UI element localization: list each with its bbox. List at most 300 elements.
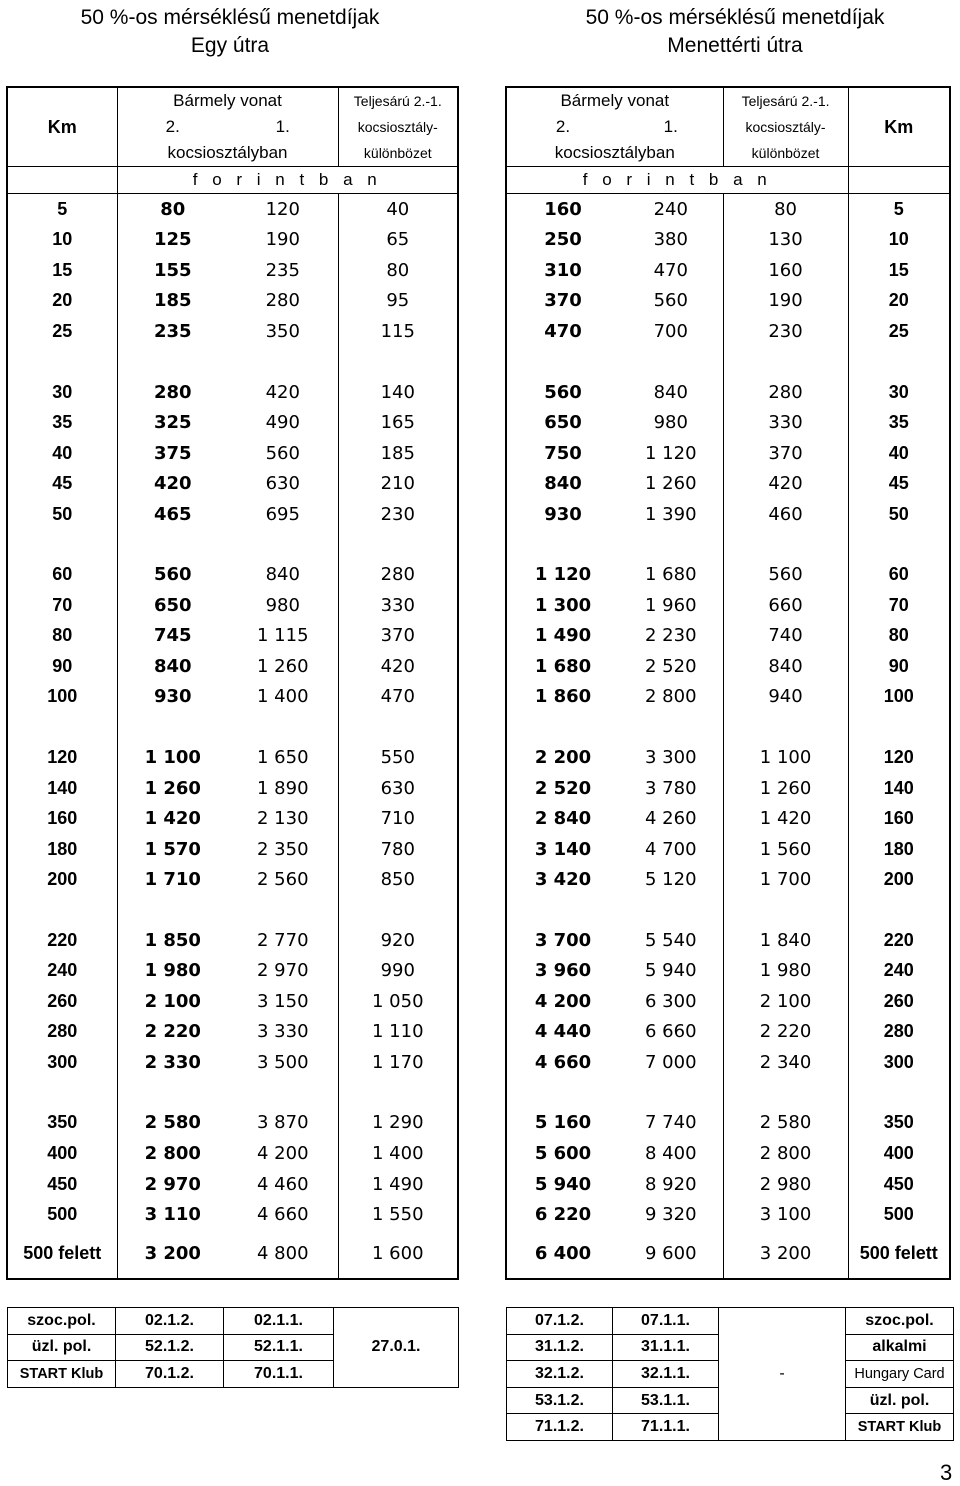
- class-diff-one-way: 550: [338, 742, 458, 773]
- km-left: 80: [7, 621, 117, 652]
- km-left: 350: [7, 1108, 117, 1139]
- fare-row: [0, 925, 960, 956]
- class-diff-one-way: 210: [338, 468, 458, 499]
- fare-row: [0, 682, 960, 713]
- any-class1-one-way: 980: [265, 594, 300, 616]
- in-class-header-left: kocsiosztályban: [117, 140, 338, 167]
- km-right: 260: [848, 986, 950, 1017]
- any-class2-return: 1 680: [506, 651, 619, 682]
- class-diff-return: 2 980: [723, 1169, 848, 1200]
- fare-row: [0, 407, 960, 438]
- any-class1-one-way: 120: [265, 198, 300, 220]
- code-label: alkalmi: [846, 1334, 954, 1361]
- code-class1: 70.1.1.: [224, 1361, 334, 1388]
- class-diff-return: 460: [723, 499, 848, 530]
- any-class2-one-way: 1 980: [117, 955, 228, 986]
- class-diff-one-way: 1 110: [338, 1017, 458, 1048]
- title-return-line1: 50 %-os mérséklésű menetdíjak: [585, 6, 885, 29]
- class-diff-return: 160: [723, 255, 848, 286]
- any-class1-return: 1 260: [645, 473, 697, 495]
- any-class2-return: 1 120: [506, 559, 619, 590]
- any-class2-return: 470: [506, 316, 619, 347]
- km-left: 5: [7, 194, 117, 225]
- any-class2-return: 4 660: [506, 1047, 619, 1078]
- fare-row: [0, 621, 960, 652]
- class-diff-one-way: 470: [338, 682, 458, 713]
- code-label: szoc.pol.: [846, 1308, 954, 1335]
- km-left: 220: [7, 925, 117, 956]
- difference-header-left: különbözet: [338, 140, 458, 167]
- class-diff-return: 130: [723, 225, 848, 256]
- any-class1-return: 1 390: [645, 503, 697, 525]
- class1-header-left: 1.: [275, 117, 290, 136]
- km-right: 10: [848, 225, 950, 256]
- any-class2-return: 3 960: [506, 955, 619, 986]
- km-left: 15: [7, 255, 117, 286]
- any-class1-one-way: 840: [265, 564, 300, 586]
- fare-row: [0, 255, 960, 286]
- any-class2-one-way: 3 110: [117, 1199, 228, 1230]
- any-class2-one-way: 420: [117, 468, 228, 499]
- km-left: 40: [7, 438, 117, 469]
- any-class1-one-way: 280: [265, 290, 300, 312]
- class-diff-one-way: 710: [338, 803, 458, 834]
- km-right: 350: [848, 1108, 950, 1139]
- any-class2-return: 2 840: [506, 803, 619, 834]
- class2-header-left: 2.: [117, 114, 228, 140]
- any-class1-return: 6 660: [645, 1021, 697, 1043]
- km-left: 30: [7, 377, 117, 408]
- class-diff-return: 190: [723, 286, 848, 317]
- any-class2-return: 310: [506, 255, 619, 286]
- km-right: 35: [848, 407, 950, 438]
- any-class1-one-way: 560: [265, 442, 300, 464]
- km-right: 60: [848, 559, 950, 590]
- km-right: 500: [848, 1199, 950, 1230]
- class-diff-one-way: 80: [338, 255, 458, 286]
- ticket-codes-right: [506, 1307, 954, 1441]
- class-diff-header-right: kocsiosztály-: [723, 114, 848, 140]
- any-class1-return: 3 300: [645, 746, 697, 768]
- code-class2: 02.1.2.: [116, 1308, 224, 1335]
- any-class1-one-way: 1 115: [256, 625, 309, 647]
- km-right: 160: [848, 803, 950, 834]
- km-right: 140: [848, 773, 950, 804]
- any-class2-one-way: 650: [117, 590, 228, 621]
- currency-header-right: f o r i n t b a n: [506, 167, 848, 194]
- any-class2-return: 250: [506, 225, 619, 256]
- class-diff-one-way: 65: [338, 225, 458, 256]
- any-class1-return: 8 920: [645, 1173, 697, 1195]
- any-class1-return: 5 540: [645, 929, 697, 951]
- class-diff-one-way: 280: [338, 559, 458, 590]
- code-diff-left: 27.0.1.: [334, 1308, 459, 1388]
- class-diff-one-way: 1 550: [338, 1199, 458, 1230]
- km-left: 35: [7, 407, 117, 438]
- class-diff-return: 3 200: [723, 1230, 848, 1279]
- km-left: 180: [7, 834, 117, 865]
- km-left: 50: [7, 499, 117, 530]
- fare-row: [0, 499, 960, 530]
- any-class1-return: 5 120: [645, 869, 697, 891]
- km-left: 90: [7, 651, 117, 682]
- km-right: 90: [848, 651, 950, 682]
- fare-row: [0, 286, 960, 317]
- code-class1: 53.1.1.: [613, 1387, 719, 1414]
- any-class2-return: 650: [506, 407, 619, 438]
- any-class2-return: 160: [506, 194, 619, 225]
- km-left: 450: [7, 1169, 117, 1200]
- class-diff-return: 230: [723, 316, 848, 347]
- title-one-way-line2: Egy útra: [190, 34, 270, 57]
- fare-row: [0, 438, 960, 469]
- km-left: 240: [7, 955, 117, 986]
- code-class1: 07.1.1.: [613, 1308, 719, 1335]
- class-diff-return: 1 700: [723, 864, 848, 895]
- class-diff-one-way: 40: [338, 194, 458, 225]
- km-right: 280: [848, 1017, 950, 1048]
- fare-row: [0, 955, 960, 986]
- code-class2: 71.1.2.: [507, 1414, 613, 1441]
- code-class2: 52.1.2.: [116, 1334, 224, 1361]
- class-diff-one-way: 630: [338, 773, 458, 804]
- class-diff-return: 560: [723, 559, 848, 590]
- difference-header-right: különbözet: [723, 140, 848, 167]
- any-class1-return: 7 000: [645, 1051, 697, 1073]
- fare-row: [0, 377, 960, 408]
- any-class2-one-way: 1 710: [117, 864, 228, 895]
- any-class1-one-way: 1 650: [256, 746, 309, 768]
- any-class2-return: 840: [506, 468, 619, 499]
- class-diff-return: 1 260: [723, 773, 848, 804]
- code-class2: 53.1.2.: [507, 1387, 613, 1414]
- class-diff-return: 2 220: [723, 1017, 848, 1048]
- class-diff-return: 80: [723, 194, 848, 225]
- km-left: 400: [7, 1138, 117, 1169]
- any-class2-return: 3 700: [506, 925, 619, 956]
- fare-row: [0, 1047, 960, 1078]
- km-left: 20: [7, 286, 117, 317]
- page-number: 3: [940, 1460, 953, 1485]
- any-class1-one-way: 420: [265, 381, 300, 403]
- class-diff-return: 280: [723, 377, 848, 408]
- class2-header-right: 2.: [506, 114, 619, 140]
- any-class1-one-way: 2 560: [256, 869, 309, 891]
- km-left: 45: [7, 468, 117, 499]
- any-class2-return: 4 440: [506, 1017, 619, 1048]
- any-class1-return: 2 520: [645, 655, 697, 677]
- km-right: 200: [848, 864, 950, 895]
- km-left: 260: [7, 986, 117, 1017]
- any-class2-one-way: 2 330: [117, 1047, 228, 1078]
- any-class2-return: 370: [506, 286, 619, 317]
- any-class1-return: 560: [653, 290, 688, 312]
- km-left: 10: [7, 225, 117, 256]
- any-class2-return: 6 220: [506, 1199, 619, 1230]
- km-header-right: Km: [848, 87, 950, 167]
- any-class1-one-way: 4 460: [256, 1173, 309, 1195]
- any-class1-one-way: 1 890: [256, 777, 309, 799]
- any-class2-one-way: 930: [117, 682, 228, 713]
- any-class1-one-way: 4 200: [256, 1142, 309, 1164]
- class-diff-return: 3 100: [723, 1199, 848, 1230]
- km-right: 400: [848, 1138, 950, 1169]
- fare-table: [0, 86, 960, 1280]
- km-left: 25: [7, 316, 117, 347]
- class-diff-return: 2 800: [723, 1138, 848, 1169]
- km-left: 120: [7, 742, 117, 773]
- any-class1-return: 1 680: [645, 564, 697, 586]
- km-right: 80: [848, 621, 950, 652]
- class-diff-return: 330: [723, 407, 848, 438]
- class1-header-right: 1.: [663, 117, 678, 136]
- km-right: 5: [848, 194, 950, 225]
- class-diff-return: 840: [723, 651, 848, 682]
- class-diff-one-way: 850: [338, 864, 458, 895]
- any-class1-return: 9 600: [619, 1230, 723, 1279]
- any-class2-one-way: 2 580: [117, 1108, 228, 1139]
- any-class2-one-way: 80: [117, 194, 228, 225]
- km-right: 500 felett: [848, 1230, 950, 1279]
- any-class2-one-way: 2 800: [117, 1138, 228, 1169]
- any-class1-return: 2 800: [645, 686, 697, 708]
- km-left: 70: [7, 590, 117, 621]
- code-class1: 52.1.1.: [224, 1334, 334, 1361]
- any-class1-return: 2 230: [645, 625, 697, 647]
- class-diff-one-way: 1 170: [338, 1047, 458, 1078]
- any-class1-return: 380: [653, 229, 688, 251]
- any-class2-one-way: 560: [117, 559, 228, 590]
- any-class2-one-way: 2 220: [117, 1017, 228, 1048]
- any-class2-one-way: 2 970: [117, 1169, 228, 1200]
- any-class2-return: 3 140: [506, 834, 619, 865]
- any-class1-one-way: 2 130: [256, 808, 309, 830]
- any-class2-one-way: 745: [117, 621, 228, 652]
- fare-row: [0, 864, 960, 895]
- any-class2-return: 2 200: [506, 742, 619, 773]
- any-class1-one-way: 490: [265, 412, 300, 434]
- any-class2-return: 3 420: [506, 864, 619, 895]
- class-diff-one-way: 920: [338, 925, 458, 956]
- class-diff-return: 1 420: [723, 803, 848, 834]
- any-class1-return: 700: [653, 320, 688, 342]
- any-class2-return: 1 490: [506, 621, 619, 652]
- any-class1-one-way: 4 660: [256, 1204, 309, 1226]
- any-class1-one-way: 2 350: [256, 838, 309, 860]
- class-diff-one-way: 1 490: [338, 1169, 458, 1200]
- ticket-codes-left: [7, 1307, 459, 1388]
- title-return: [520, 4, 950, 60]
- class-diff-one-way: 780: [338, 834, 458, 865]
- km-left: 300: [7, 1047, 117, 1078]
- any-class1-return: 1 120: [645, 442, 697, 464]
- class-diff-one-way: 1 400: [338, 1138, 458, 1169]
- km-right: 70: [848, 590, 950, 621]
- any-class1-return: 3 780: [645, 777, 697, 799]
- class-diff-return: 1 100: [723, 742, 848, 773]
- any-class1-one-way: 2 970: [256, 960, 309, 982]
- any-class2-return: 5 160: [506, 1108, 619, 1139]
- code-class2: 07.1.2.: [507, 1308, 613, 1335]
- class-diff-return: 2 340: [723, 1047, 848, 1078]
- any-class2-one-way: 375: [117, 438, 228, 469]
- any-class2-return: 6 400: [506, 1230, 619, 1279]
- fare-row: [0, 742, 960, 773]
- any-class1-return: 4 260: [645, 808, 697, 830]
- class-diff-return: 370: [723, 438, 848, 469]
- class-diff-one-way: 990: [338, 955, 458, 986]
- class-diff-return: 1 560: [723, 834, 848, 865]
- fare-row: [0, 803, 960, 834]
- class-diff-return: 740: [723, 621, 848, 652]
- class-diff-one-way: 230: [338, 499, 458, 530]
- class-diff-one-way: 1 050: [338, 986, 458, 1017]
- any-class2-one-way: 280: [117, 377, 228, 408]
- any-class2-return: 4 200: [506, 986, 619, 1017]
- class-diff-return: 1 840: [723, 925, 848, 956]
- code-class1: 02.1.1.: [224, 1308, 334, 1335]
- code-class1: 31.1.1.: [613, 1334, 719, 1361]
- any-class1-one-way: 3 330: [256, 1021, 309, 1043]
- any-class1-return: 980: [653, 412, 688, 434]
- code-class2: 70.1.2.: [116, 1361, 224, 1388]
- class-diff-one-way: 1 290: [338, 1108, 458, 1139]
- any-class2-return: 5 940: [506, 1169, 619, 1200]
- fare-row: [0, 590, 960, 621]
- km-left: 200: [7, 864, 117, 895]
- any-class2-one-way: 465: [117, 499, 228, 530]
- km-left: 100: [7, 682, 117, 713]
- any-class1-return: 240: [653, 198, 688, 220]
- any-class1-one-way: 3 150: [256, 990, 309, 1012]
- code-label: Hungary Card: [846, 1361, 954, 1388]
- class-diff-one-way: 420: [338, 651, 458, 682]
- fare-row: [0, 986, 960, 1017]
- any-class2-return: 2 520: [506, 773, 619, 804]
- any-class1-return: 470: [653, 259, 688, 281]
- any-class1-one-way: 350: [265, 320, 300, 342]
- class-diff-one-way: 140: [338, 377, 458, 408]
- code-label: START Klub: [846, 1414, 954, 1441]
- any-class2-return: 930: [506, 499, 619, 530]
- any-train-header-right: Bármely vonat: [506, 87, 723, 114]
- any-class1-one-way: 4 800: [228, 1230, 338, 1279]
- any-class2-one-way: 1 850: [117, 925, 228, 956]
- any-class2-one-way: 1 100: [117, 742, 228, 773]
- any-class2-one-way: 1 420: [117, 803, 228, 834]
- class-diff-return: 660: [723, 590, 848, 621]
- fare-row: [0, 651, 960, 682]
- class-diff-one-way: 330: [338, 590, 458, 621]
- any-class2-one-way: 235: [117, 316, 228, 347]
- fare-row: [0, 1108, 960, 1139]
- km-right: 40: [848, 438, 950, 469]
- code-label: üzl. pol.: [8, 1334, 116, 1361]
- fare-row: [0, 194, 960, 225]
- km-header-left: Km: [7, 87, 117, 167]
- any-class1-one-way: 1 260: [256, 655, 309, 677]
- fare-row: [0, 834, 960, 865]
- title-one-way: [20, 4, 440, 60]
- any-class1-one-way: 630: [265, 473, 300, 495]
- fare-row: [0, 225, 960, 256]
- any-class2-one-way: 3 200: [117, 1230, 228, 1279]
- full-price-header-right: Teljesárú 2.-1.: [723, 87, 848, 114]
- code-class1: 32.1.1.: [613, 1361, 719, 1388]
- any-class1-return: 5 940: [645, 960, 697, 982]
- any-class1-return: 840: [653, 381, 688, 403]
- fare-row: [0, 316, 960, 347]
- fare-row: [0, 773, 960, 804]
- fare-row: [0, 1199, 960, 1230]
- any-class1-one-way: 190: [265, 229, 300, 251]
- any-class2-one-way: 1 570: [117, 834, 228, 865]
- code-label: üzl. pol.: [846, 1387, 954, 1414]
- km-right: 240: [848, 955, 950, 986]
- any-class1-one-way: 1 400: [256, 686, 309, 708]
- km-left: 140: [7, 773, 117, 804]
- class-diff-one-way: 115: [338, 316, 458, 347]
- km-left: 500: [7, 1199, 117, 1230]
- any-class2-one-way: 155: [117, 255, 228, 286]
- any-class2-return: 560: [506, 377, 619, 408]
- any-class1-return: 6 300: [645, 990, 697, 1012]
- any-class2-one-way: 325: [117, 407, 228, 438]
- any-class1-one-way: 3 500: [256, 1051, 309, 1073]
- any-class1-return: 7 740: [645, 1112, 697, 1134]
- title-return-line2: Menettérti útra: [667, 34, 803, 57]
- class-diff-return: 940: [723, 682, 848, 713]
- fare-row: [0, 1230, 960, 1279]
- fare-row: [0, 1138, 960, 1169]
- km-right: 300: [848, 1047, 950, 1078]
- class-diff-one-way: 1 600: [338, 1230, 458, 1279]
- any-class1-return: 9 320: [645, 1204, 697, 1226]
- code-label: szoc.pol.: [8, 1308, 116, 1335]
- km-right: 120: [848, 742, 950, 773]
- fare-row: [0, 559, 960, 590]
- class-diff-return: 2 580: [723, 1108, 848, 1139]
- full-price-header-left: Teljesárú 2.-1.: [338, 87, 458, 114]
- any-train-header-left: Bármely vonat: [117, 87, 338, 114]
- class-diff-return: 420: [723, 468, 848, 499]
- any-class1-return: 1 960: [645, 594, 697, 616]
- class-diff-one-way: 185: [338, 438, 458, 469]
- km-right: 30: [848, 377, 950, 408]
- class-diff-header-left: kocsiosztály-: [338, 114, 458, 140]
- any-class1-one-way: 235: [265, 259, 300, 281]
- km-right: 50: [848, 499, 950, 530]
- km-right: 15: [848, 255, 950, 286]
- class-diff-return: 1 980: [723, 955, 848, 986]
- code-label: START Klub: [8, 1361, 116, 1388]
- class-diff-one-way: 370: [338, 621, 458, 652]
- any-class2-one-way: 2 100: [117, 986, 228, 1017]
- code-class2: 32.1.2.: [507, 1361, 613, 1388]
- any-class1-return: 4 700: [645, 838, 697, 860]
- fare-row: [0, 1017, 960, 1048]
- any-class2-one-way: 185: [117, 286, 228, 317]
- any-class1-one-way: 2 770: [256, 929, 309, 951]
- any-class2-one-way: 840: [117, 651, 228, 682]
- km-left: 500 felett: [7, 1230, 117, 1279]
- currency-header-left: f o r i n t b a n: [117, 167, 458, 194]
- fare-row: [0, 468, 960, 499]
- km-right: 220: [848, 925, 950, 956]
- km-right: 45: [848, 468, 950, 499]
- class-diff-return: 2 100: [723, 986, 848, 1017]
- km-right: 100: [848, 682, 950, 713]
